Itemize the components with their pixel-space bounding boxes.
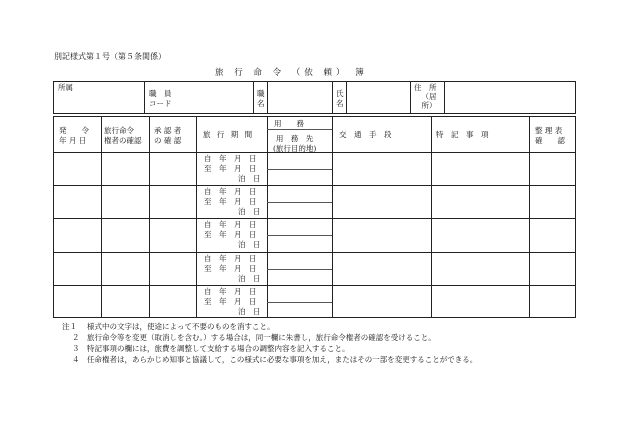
period-nights-label: 泊 日 [238, 207, 261, 217]
note-number: ２ [72, 333, 80, 342]
col-remarks: 特 記 事 項 [436, 130, 489, 139]
period-to-label: 至 年 月 日 [204, 296, 257, 306]
affiliation-label: 所属 [58, 83, 73, 92]
note-text: 任命権者は，あらかじめ知事と協議して，この様式に必要な事項を加え，またはその一部を変更することができる。 [87, 355, 478, 364]
period-nights-label: 泊 日 [238, 174, 261, 183]
period-nights-label: 泊 日 [238, 306, 261, 316]
note-text: 特記事項の欄には，旅費を調整して支給する場合の調整内容を記入すること。 [87, 344, 350, 353]
table-row [196, 152, 267, 185]
period-to-label: 至 年 月 日 [204, 164, 257, 173]
col-destination: 用 務 先 (旅行目的地) [273, 134, 317, 153]
page-title: 旅 行 命 令 （依 頼） 簿 [215, 68, 368, 78]
period-from-label: 自 年 月 日 [204, 253, 257, 263]
col-approver-check: 承 認 者 の 確 認 [154, 126, 182, 145]
name-label: 氏 名 [336, 89, 344, 108]
form-id: 別記様式第１号（第５条関係） [54, 52, 166, 61]
period-to-label: 至 年 月 日 [204, 230, 257, 240]
period-nights-label: 泊 日 [238, 240, 261, 250]
period-from-label: 自 年 月 日 [204, 220, 257, 230]
period-to-label: 至 年 月 日 [204, 197, 257, 207]
col-clerk-check: 整 理 表 確 認 [535, 126, 565, 145]
table-row [196, 185, 267, 218]
note-number: 注１ [62, 322, 77, 331]
note-number: ３ [72, 344, 80, 353]
note-number: ４ [72, 355, 80, 364]
address-label: 住 所 （居 所） [414, 83, 437, 110]
table-row [196, 218, 267, 251]
period-to-label: 至 年 月 日 [204, 263, 257, 273]
period-nights-label: 泊 日 [238, 273, 261, 283]
staff-code-label: 職 員 コード [149, 89, 172, 108]
period-from-label: 自 年 月 日 [204, 154, 257, 163]
table-row [196, 252, 267, 285]
col-authority-check: 旅行命令 権者の確認 [104, 126, 142, 145]
col-order-date: 発 令 年 月 日 [59, 126, 89, 145]
note-text: 様式中の文字は，使途によって不要のものを消すこと。 [87, 322, 275, 331]
col-travel-period: 旅 行 期 間 [203, 130, 255, 139]
table-row [196, 285, 267, 318]
info-row [53, 81, 576, 114]
col-business: 用 務 [274, 119, 304, 128]
col-transport: 交 通 手 段 [339, 130, 392, 139]
note-text: 旅行命令等を変更（取消しを含む。）する場合は，同一欄に朱書し，旅行命令権者の確認を受けること。 [87, 333, 436, 342]
period-from-label: 自 年 月 日 [204, 187, 257, 197]
period-from-label: 自 年 月 日 [204, 286, 257, 296]
position-label: 職 名 [257, 89, 265, 108]
